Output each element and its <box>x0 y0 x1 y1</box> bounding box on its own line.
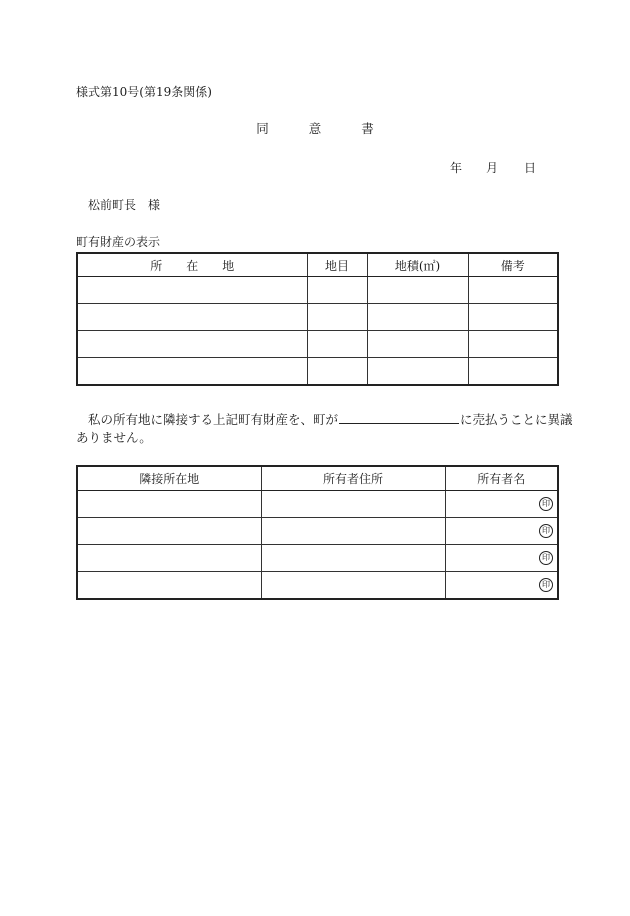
area-cell[interactable] <box>367 304 468 331</box>
consent-statement-line-2: ありません。 <box>76 430 152 445</box>
owner-name-cell[interactable] <box>445 491 558 518</box>
table-row <box>77 518 558 545</box>
area-cell[interactable] <box>367 277 468 304</box>
area-cell[interactable] <box>367 358 468 386</box>
adjacent-location-cell[interactable] <box>77 545 261 572</box>
table-row <box>77 491 558 518</box>
owner-address-cell[interactable] <box>261 572 445 600</box>
consent-text-before: 私の所有地に隣接する上記町有財産を、町が <box>88 412 339 427</box>
date-line <box>450 162 536 174</box>
table-row <box>77 277 558 304</box>
owner-address-cell[interactable] <box>261 545 445 572</box>
consent-statement-line-1 <box>88 411 573 427</box>
date-year: 年 <box>450 161 463 175</box>
location-cell[interactable] <box>77 331 307 358</box>
remarks-cell[interactable] <box>468 331 558 358</box>
location-cell[interactable] <box>77 304 307 331</box>
consent-text-after: に売払うことに異議 <box>460 412 573 427</box>
purchaser-blank-field[interactable] <box>339 411 459 424</box>
date-day: 日 <box>524 161 537 175</box>
owner-address-cell[interactable] <box>261 518 445 545</box>
owner-address-cell[interactable] <box>261 491 445 518</box>
property-table-header-row <box>77 253 558 277</box>
date-month: 月 <box>486 161 499 175</box>
neighbor-owner-table <box>76 465 559 600</box>
header-adjacent-location: 隣接所在地 <box>77 466 261 491</box>
area-cell[interactable] <box>367 331 468 358</box>
table-row <box>77 358 558 386</box>
land-category-cell[interactable] <box>307 304 367 331</box>
remarks-cell[interactable] <box>468 304 558 331</box>
location-cell[interactable] <box>77 277 307 304</box>
owner-name-cell[interactable] <box>445 572 558 600</box>
land-category-cell[interactable] <box>307 358 367 386</box>
table-row <box>77 572 558 600</box>
header-location: 所 在 地 <box>77 253 307 277</box>
form-number: 様式第10号(第19条関係) <box>76 85 212 99</box>
title-char-2: 意 <box>308 121 322 136</box>
seal-icon: 印 <box>539 578 553 592</box>
remarks-cell[interactable] <box>468 358 558 386</box>
property-table-caption: 町有財産の表示 <box>76 235 161 249</box>
seal-icon: 印 <box>539 524 553 538</box>
header-area: 地積(㎡) <box>367 253 468 277</box>
document-title <box>0 123 630 136</box>
seal-icon: 印 <box>539 551 553 565</box>
table-row <box>77 545 558 572</box>
table-row <box>77 304 558 331</box>
adjacent-location-cell[interactable] <box>77 518 261 545</box>
header-owner-address: 所有者住所 <box>261 466 445 491</box>
remarks-cell[interactable] <box>468 277 558 304</box>
title-char-3: 書 <box>361 121 374 136</box>
land-category-cell[interactable] <box>307 277 367 304</box>
header-remarks: 備考 <box>468 253 558 277</box>
land-category-cell[interactable] <box>307 331 367 358</box>
adjacent-location-cell[interactable] <box>77 491 261 518</box>
adjacent-location-cell[interactable] <box>77 572 261 600</box>
addressee: 松前町長 様 <box>88 198 161 212</box>
header-owner-name: 所有者名 <box>445 466 558 491</box>
neighbor-table-header-row <box>77 466 558 491</box>
owner-name-cell[interactable] <box>445 545 558 572</box>
title-char-1: 同 <box>256 121 269 136</box>
header-land-category: 地目 <box>307 253 367 277</box>
property-table <box>76 252 559 386</box>
table-row <box>77 331 558 358</box>
owner-name-cell[interactable] <box>445 518 558 545</box>
location-cell[interactable] <box>77 358 307 386</box>
seal-icon: 印 <box>539 497 553 511</box>
